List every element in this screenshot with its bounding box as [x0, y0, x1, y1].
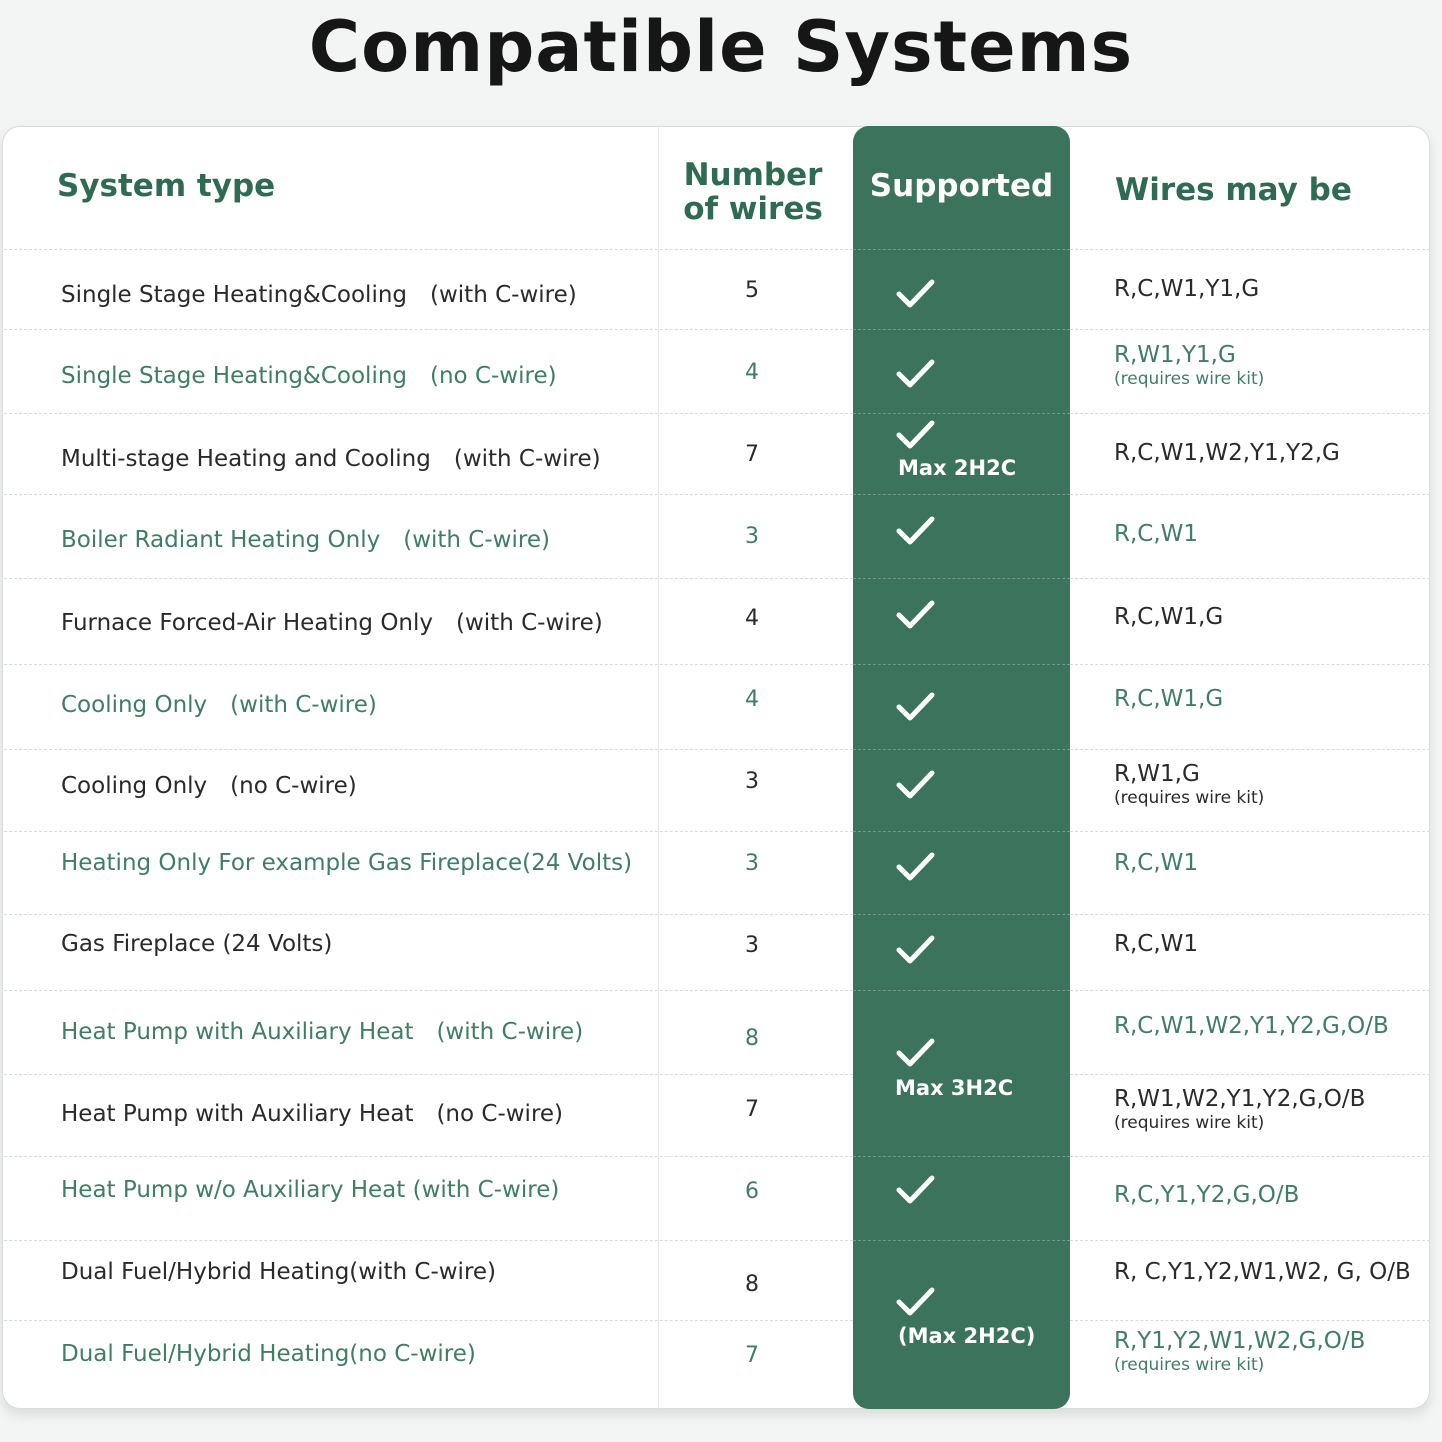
wire-kit-note: (requires wire kit) — [1114, 788, 1265, 808]
system-type-cell: Dual Fuel/Hybrid Heating(no C-wire) — [61, 1341, 476, 1367]
wires-value: R,C,W1,Y1,G — [1114, 276, 1260, 302]
row-divider-supported — [853, 329, 1070, 330]
check-icon — [896, 851, 936, 883]
wires-cell — [1114, 276, 1259, 302]
check-icon — [896, 1174, 936, 1206]
row-divider-wires — [1070, 914, 1430, 915]
wire-kit-note: (requires wire kit) — [1114, 1113, 1265, 1133]
row-divider-wires — [1070, 494, 1430, 495]
check-icon — [896, 769, 936, 801]
number-of-wires-cell: 3 — [745, 524, 759, 549]
system-type-cell: Heat Pump with Auxiliary Heat (no C-wire) — [61, 1101, 564, 1127]
row-divider — [4, 749, 853, 750]
system-type-cell: Heating Only For example Gas Fireplace(24 Volts) — [61, 850, 633, 876]
wires-cell — [1114, 1259, 1411, 1285]
row-divider-wires — [1070, 749, 1430, 750]
wires-cell — [1114, 521, 1198, 547]
wires-value: R,C,W1 — [1114, 850, 1199, 876]
row-divider-supported — [853, 413, 1070, 414]
check-icon — [896, 358, 936, 390]
row-divider — [4, 831, 853, 832]
number-of-wires-cell: 3 — [745, 769, 759, 794]
system-type-cell: Dual Fuel/Hybrid Heating(with C-wire) — [61, 1259, 497, 1285]
page-title: Compatible Systems — [308, 6, 1134, 88]
number-of-wires-cell: 3 — [745, 851, 759, 876]
number-of-wires-cell: 7 — [745, 1097, 759, 1122]
row-divider — [4, 249, 853, 250]
wires-cell — [1114, 850, 1198, 876]
wire-kit-note: (requires wire kit) — [1114, 369, 1265, 389]
number-of-wires-cell: 3 — [745, 933, 759, 958]
system-type-cell: Furnace Forced-Air Heating Only (with C-wire) — [61, 610, 603, 636]
wires-cell — [1114, 931, 1198, 957]
number-of-wires-cell: 7 — [745, 1343, 759, 1368]
wires-cell — [1114, 342, 1264, 389]
row-divider — [4, 1074, 853, 1075]
wires-cell — [1114, 686, 1223, 712]
wires-value: R,W1,Y1,G — [1114, 342, 1236, 368]
system-type-cell: Heat Pump w/o Auxiliary Heat (with C-wire) — [61, 1177, 560, 1203]
row-divider-wires — [1070, 329, 1430, 330]
wires-value: R,C,W1,W2,Y1,Y2,G,O/B — [1114, 1013, 1389, 1039]
row-divider — [4, 990, 853, 991]
number-of-wires-cell: 4 — [745, 606, 759, 631]
row-divider-supported — [853, 1156, 1070, 1157]
wires-value: R,C,Y1,Y2,G,O/B — [1114, 1182, 1300, 1208]
row-divider-wires — [1070, 249, 1430, 250]
check-icon — [896, 691, 936, 723]
row-divider-wires — [1070, 990, 1430, 991]
row-divider-wires — [1070, 831, 1430, 832]
check-icon — [896, 934, 936, 966]
wires-value: R,W1,W2,Y1,Y2,G,O/B — [1114, 1086, 1366, 1112]
number-of-wires-cell: 6 — [745, 1179, 759, 1204]
wire-kit-note: (requires wire kit) — [1114, 1355, 1265, 1375]
row-divider-supported — [853, 1240, 1070, 1241]
wires-value: R,C,W1 — [1114, 931, 1199, 957]
supported-note-multistage: Max 2H2C — [898, 456, 1017, 480]
header-number-line1: Number — [683, 157, 823, 193]
row-divider-wires — [1070, 1320, 1430, 1321]
wires-value: R, C,Y1,Y2,W1,W2, G, O/B — [1114, 1259, 1411, 1285]
row-divider-supported — [853, 914, 1070, 915]
system-type-cell: Single Stage Heating&Cooling (with C-wire) — [61, 282, 577, 308]
supported-note-heat-pump: Max 3H2C — [895, 1076, 1014, 1100]
number-of-wires-cell: 8 — [745, 1272, 759, 1297]
check-icon — [896, 1037, 936, 1069]
check-icon — [896, 278, 936, 310]
header-wires-may-be: Wires may be — [1115, 172, 1352, 208]
wires-value: R,C,W1,G — [1114, 686, 1224, 712]
wires-value: R,C,W1,G — [1114, 604, 1224, 630]
header-number-line2: of wires — [683, 191, 823, 227]
system-type-cell: Cooling Only (no C-wire) — [61, 773, 357, 799]
system-type-cell: Gas Fireplace (24 Volts) — [61, 931, 333, 957]
wires-value: R,Y1,Y2,W1,W2,G,O/B — [1114, 1328, 1366, 1354]
row-divider — [4, 664, 853, 665]
row-divider — [4, 494, 853, 495]
row-divider — [4, 1156, 853, 1157]
wires-cell — [1114, 604, 1223, 630]
system-type-cell: Heat Pump with Auxiliary Heat (with C-wire) — [61, 1019, 584, 1045]
header-supported: Supported — [869, 168, 1054, 204]
row-divider-wires — [1070, 413, 1430, 414]
row-divider-supported — [853, 664, 1070, 665]
row-divider-supported — [853, 749, 1070, 750]
row-divider-supported — [853, 578, 1070, 579]
header-system-type: System type — [57, 168, 276, 204]
system-type-cell: Single Stage Heating&Cooling (no C-wire) — [61, 363, 557, 389]
wires-cell — [1114, 761, 1264, 808]
wires-value: R,C,W1 — [1114, 521, 1199, 547]
row-divider — [4, 413, 853, 414]
system-type-cell: Cooling Only (with C-wire) — [61, 692, 377, 718]
wires-cell — [1114, 440, 1340, 466]
row-divider — [4, 329, 853, 330]
check-icon — [896, 1286, 936, 1318]
number-of-wires-cell: 5 — [745, 278, 759, 303]
header-number-of-wires — [668, 158, 838, 226]
row-divider-wires — [1070, 664, 1430, 665]
system-type-cell: Boiler Radiant Heating Only (with C-wire) — [61, 527, 550, 553]
row-divider-wires — [1070, 1240, 1430, 1241]
wires-cell — [1114, 1013, 1389, 1039]
supported-column — [853, 126, 1070, 1409]
number-of-wires-cell: 4 — [745, 687, 759, 712]
supported-note-dual-fuel: (Max 2H2C) — [898, 1324, 1036, 1348]
number-of-wires-cell: 8 — [745, 1026, 759, 1051]
check-icon — [896, 599, 936, 631]
row-divider-supported — [853, 990, 1070, 991]
row-divider-supported — [853, 494, 1070, 495]
row-divider — [4, 578, 853, 579]
check-icon — [896, 419, 936, 451]
row-divider-supported — [853, 249, 1070, 250]
check-icon — [896, 515, 936, 547]
number-of-wires-cell: 4 — [745, 360, 759, 385]
wires-cell — [1114, 1182, 1299, 1208]
row-divider-wires — [1070, 1074, 1430, 1075]
wires-cell — [1114, 1086, 1365, 1133]
row-divider — [4, 1240, 853, 1241]
row-divider-wires — [1070, 578, 1430, 579]
system-type-cell: Multi-stage Heating and Cooling (with C-wire) — [61, 446, 601, 472]
number-of-wires-cell: 7 — [745, 442, 759, 467]
row-divider-wires — [1070, 1156, 1430, 1157]
wires-value: R,W1,G — [1114, 761, 1200, 787]
row-divider-supported — [853, 831, 1070, 832]
wires-cell — [1114, 1328, 1365, 1375]
wires-value: R,C,W1,W2,Y1,Y2,G — [1114, 440, 1340, 466]
row-divider — [4, 914, 853, 915]
row-divider — [4, 1320, 853, 1321]
